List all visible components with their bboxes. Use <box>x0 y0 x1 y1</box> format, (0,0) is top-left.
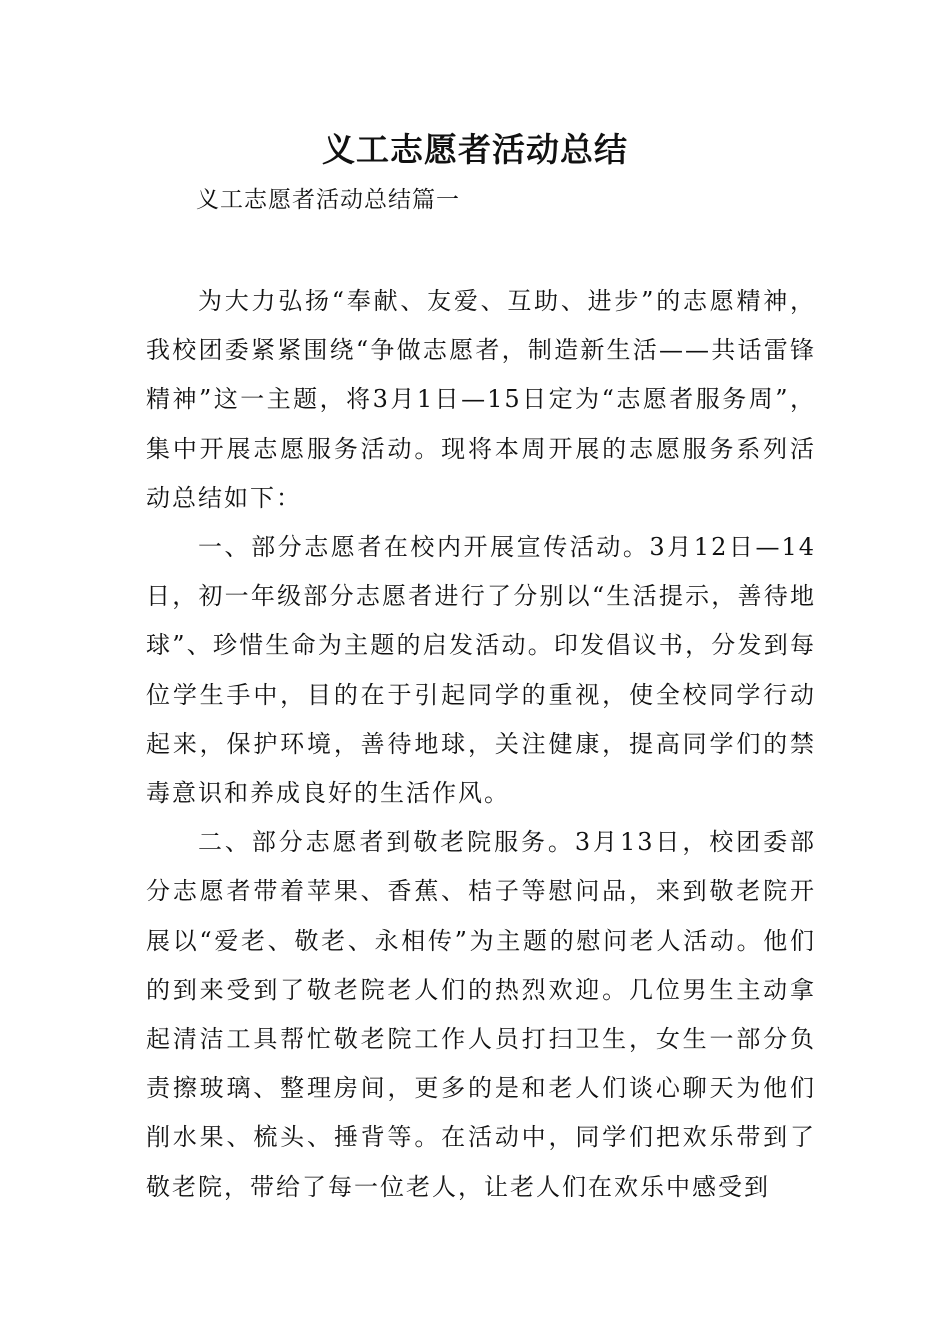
paragraph-intro: 为大力弘扬“奉献、友爱、互助、进步”的志愿精神，我校团委紧紧围绕“争做志愿者，制造新生活——共话雷锋精神”这一主题，将3月1日—15日定为“志愿者服务周”，集中开展志愿服务活动。现将本周开展的志愿服务系列活动总结如下： <box>146 287 816 512</box>
document-subtitle: 义工志愿者活动总结篇一 <box>196 187 460 213</box>
paragraph-section-two: 二、部分志愿者到敬老院服务。3月13日，校团委部分志愿者带着苹果、香蕉、桔子等慰问品，来到敬老院开展以“爱老、敬老、永相传”为主题的慰问老人活动。他们的到来受到了敬老院老人们的热烈欢迎。几位男生主动拿起清洁工具帮忙敬老院工作人员打扫卫生，女生一部分负责擦玻璃、整理房间，更多的是和老人们谈心聊天为他们削水果、梳头、捶背等。在活动中，同学们把欢乐带到了敬老院，带给了每一位老人，让老人们在欢乐中感受到 <box>146 828 816 1201</box>
paragraph-section-one: 一、部分志愿者在校内开展宣传活动。3月12日—14日，初一年级部分志愿者进行了分别以“生活提示，善待地球”、珍惜生命为主题的启发活动。印发倡议书，分发到每位学生手中，目的在于引起同学的重视，使全校同学行动起来，保护环境，善待地球，关注健康，提高同学们的禁毒意识和养成良好的生活作风。 <box>146 533 816 808</box>
document-title: 义工志愿者活动总结 <box>322 130 628 169</box>
document-body <box>146 277 816 1212</box>
